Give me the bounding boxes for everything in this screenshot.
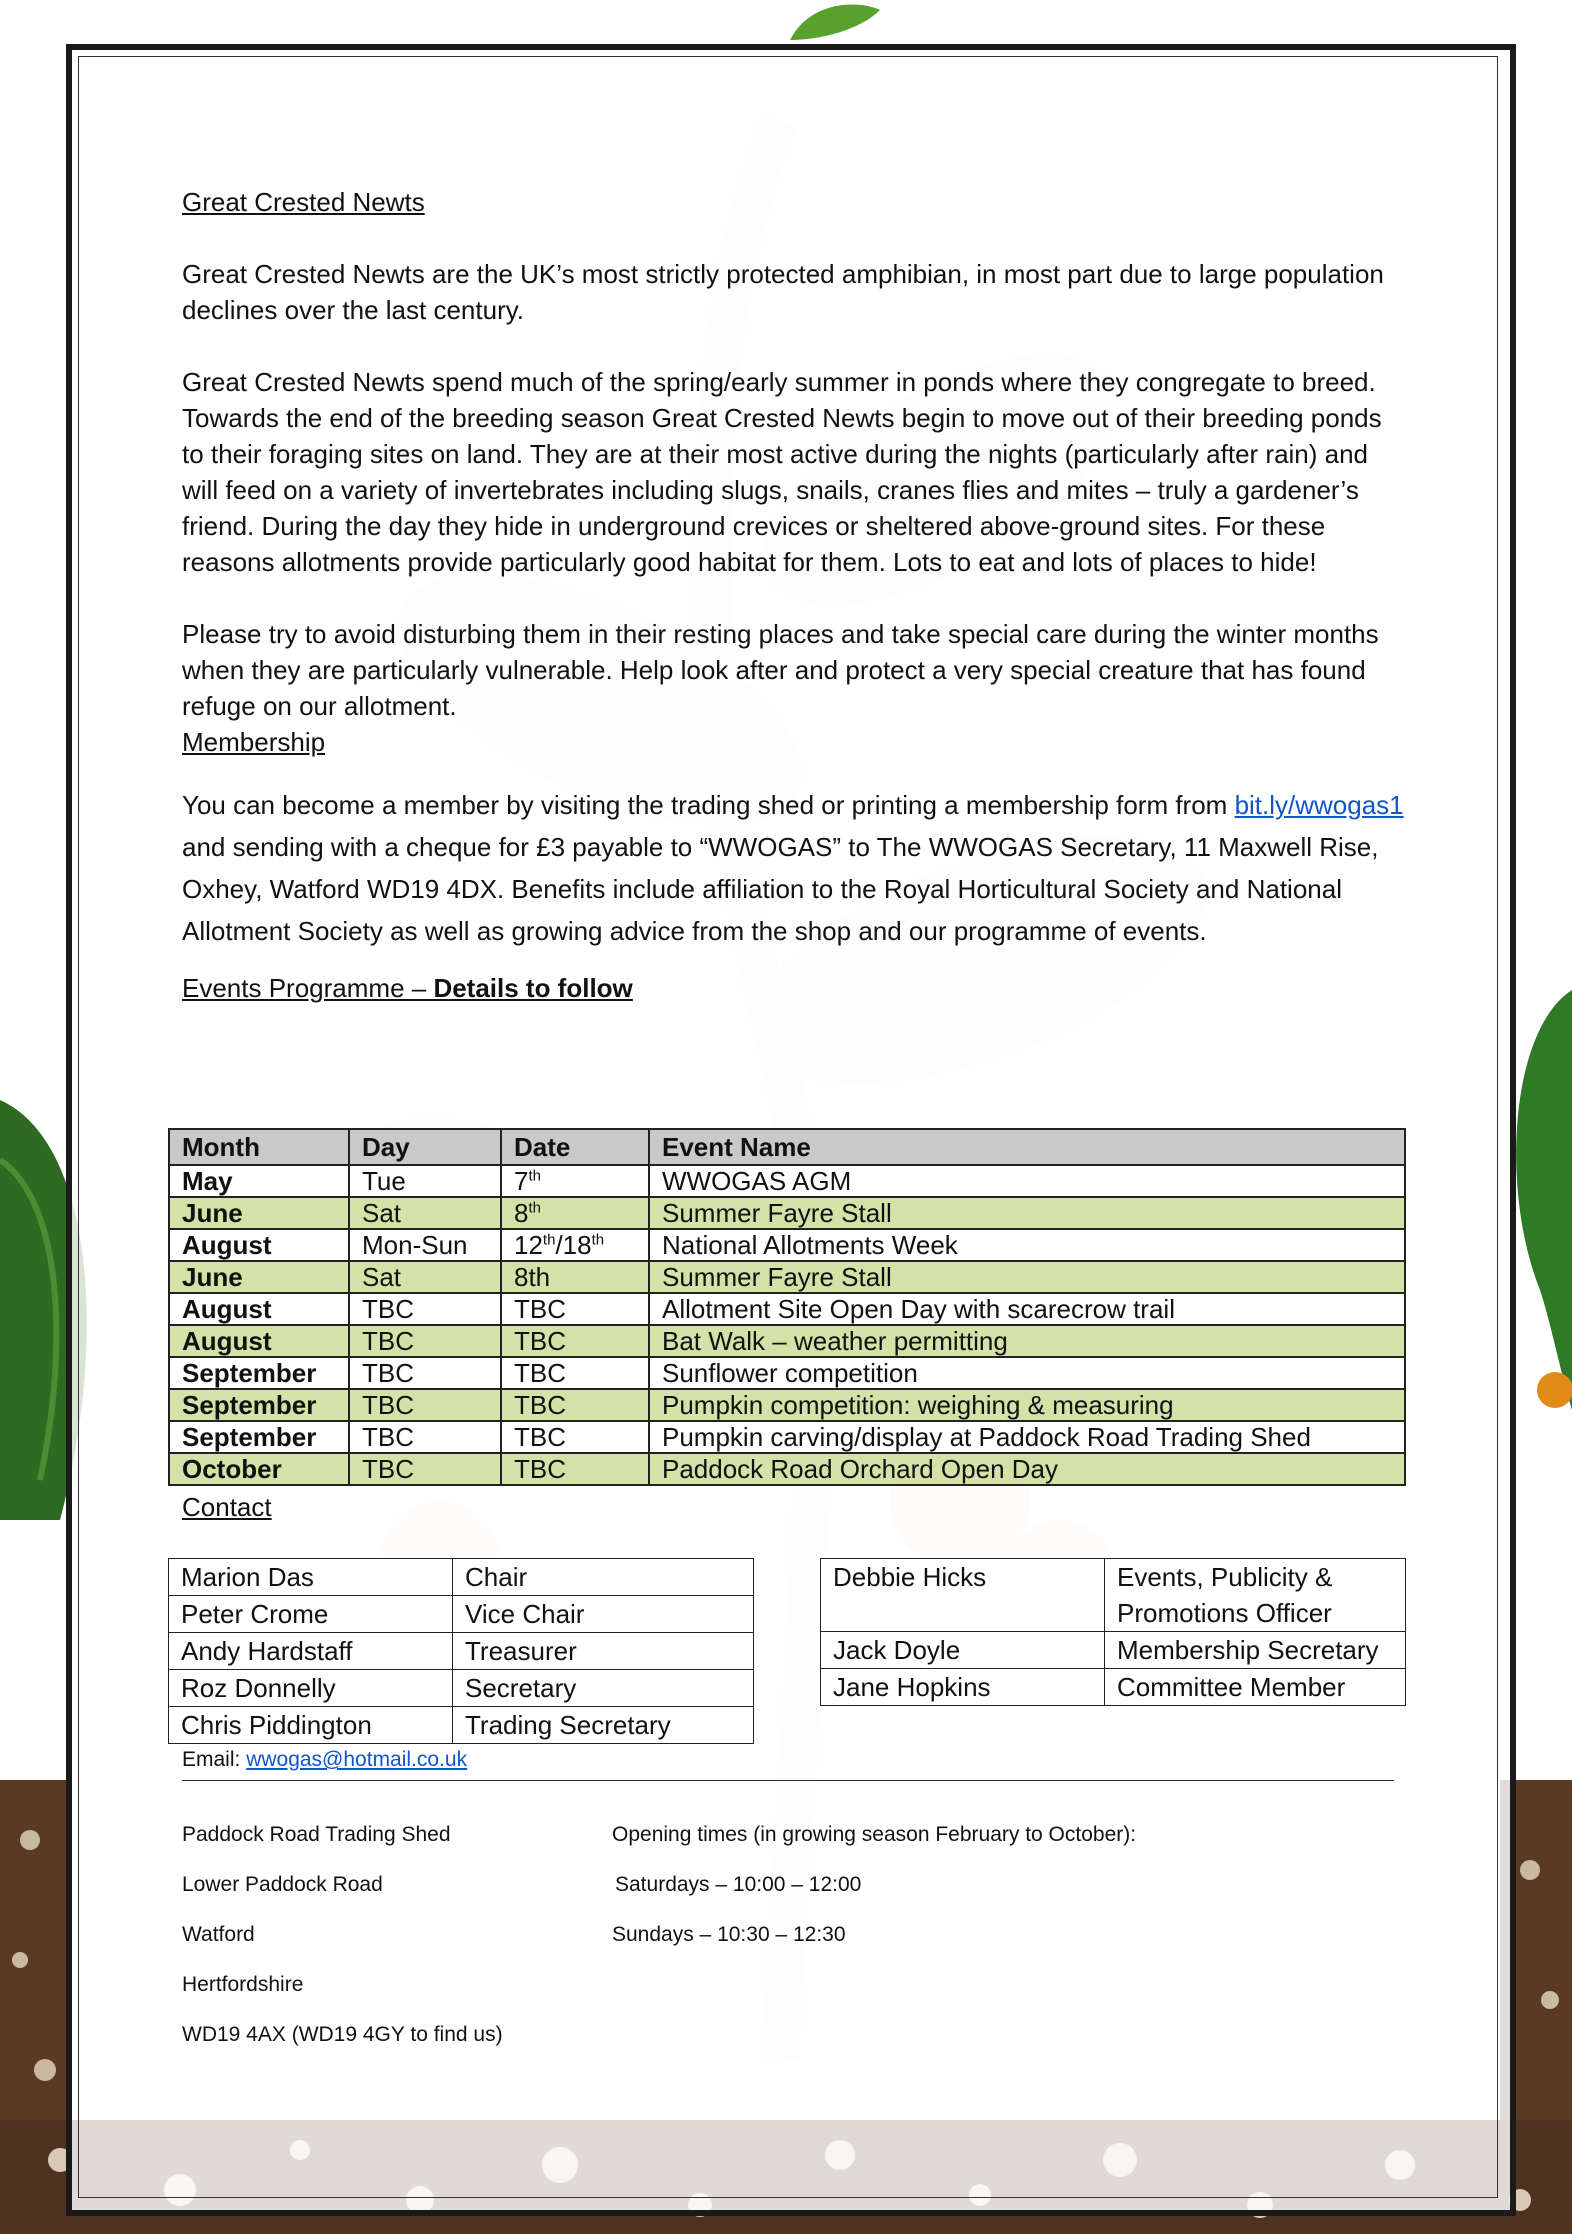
committee-name: Jane Hopkins — [821, 1669, 1105, 1706]
event-row — [169, 1261, 1405, 1293]
event-month: June — [169, 1197, 349, 1229]
committee-left-body — [169, 1559, 754, 1744]
event-row — [169, 1389, 1405, 1421]
event-date-end: /18 — [555, 1229, 592, 1260]
address-line: Paddock Road Trading Shed — [182, 1823, 451, 1846]
event-day: TBC — [349, 1325, 501, 1357]
event-row — [169, 1293, 1405, 1325]
event-date-value: 7 — [514, 1165, 529, 1196]
committee-name: Jack Doyle — [821, 1632, 1105, 1669]
event-month: May — [169, 1165, 349, 1197]
event-month: September — [169, 1421, 349, 1453]
main-content — [182, 184, 1410, 1006]
event-date — [501, 1165, 649, 1197]
event-day: Tue — [349, 1165, 501, 1197]
event-month: June — [169, 1261, 349, 1293]
event-name: Paddock Road Orchard Open Day — [649, 1453, 1405, 1485]
event-row — [169, 1165, 1405, 1197]
committee-role: Secretary — [453, 1670, 754, 1707]
address-line: WD19 4AX (WD19 4GY to find us) — [182, 2023, 503, 2046]
event-date — [501, 1325, 649, 1357]
event-month: August — [169, 1229, 349, 1261]
address-line: Hertfordshire — [182, 1973, 304, 1996]
shed-address — [182, 1810, 503, 2060]
committee-row — [169, 1707, 754, 1744]
event-date-value: TBC — [514, 1357, 566, 1388]
newts-paragraph-3: Please try to avoid disturbing them in their resting places and take special care during the winter months when they are particularly vulnerable. Help look after and protect a very special creature that has found refuge on our allotment. — [182, 619, 1379, 721]
event-row — [169, 1229, 1405, 1261]
committee-right-body — [821, 1559, 1406, 1706]
events-heading-text: Events Programme – — [182, 973, 434, 1003]
committee-role: Treasurer — [453, 1633, 754, 1670]
email-link[interactable]: wwogas@hotmail.co.uk — [246, 1748, 468, 1771]
event-name: Pumpkin carving/display at Paddock Road Trading Shed — [649, 1421, 1405, 1453]
event-date — [501, 1421, 649, 1453]
membership-text-2: and sending with a cheque for £3 payable to “WWOGAS” to The WWOGAS Secretary, 11 Maxwell Rise, Oxhey, Watford WD19 4DX. Benefits include affiliation to the Royal Horticultural Society and National Allotment Society as well as growing advice from the shop and our programme of events. — [182, 832, 1379, 946]
committee-role: Vice Chair — [453, 1596, 754, 1633]
events-table — [168, 1128, 1406, 1486]
membership-paragraph — [182, 784, 1410, 952]
event-date-suffix: th — [542, 1230, 556, 1248]
col-event-header: Event Name — [649, 1129, 1405, 1165]
event-date-suffix: th — [528, 1198, 541, 1216]
col-date-header: Date — [501, 1129, 649, 1165]
committee-row — [169, 1670, 754, 1707]
committee-table-right — [820, 1558, 1406, 1706]
event-day: TBC — [349, 1453, 501, 1485]
events-body — [169, 1165, 1405, 1485]
address-line: Watford — [182, 1923, 255, 1946]
event-date-suffix: th — [528, 1166, 541, 1184]
committee-row — [169, 1596, 754, 1633]
event-date-value: TBC — [514, 1453, 566, 1484]
event-day: TBC — [349, 1357, 501, 1389]
opening-times-heading: Opening times (in growing season February to October): — [612, 1823, 1137, 1846]
event-day: TBC — [349, 1293, 501, 1325]
event-date — [501, 1261, 649, 1293]
opening-sundays: Sundays – 10:30 – 12:30 — [612, 1923, 846, 1946]
newts-paragraph-2: Great Crested Newts spend much of the spring/early summer in ponds where they congregate to breed. Towards the end of the breeding season Great Crested Newts begin to move out of their breeding ponds to their foraging sites on land. They are at their most active during the nights (particularly after rain) and will feed on a variety of invertebrates including slugs, snails, cranes flies and mites – truly a gardener’s friend. During the day they hide in underground crevices or sheltered above-ground sites. For these reasons allotments provide particularly good habitat for them. Lots to eat and lots of places to hide! — [182, 367, 1382, 577]
event-day: Sat — [349, 1261, 501, 1293]
event-name: Summer Fayre Stall — [649, 1197, 1405, 1229]
membership-heading: Membership — [182, 727, 326, 757]
newts-paragraph-1: Great Crested Newts are the UK’s most strictly protected amphibian, in most part due to large population declines over the last century. — [182, 259, 1384, 325]
event-date — [501, 1293, 649, 1325]
event-month: October — [169, 1453, 349, 1485]
address-line: Lower Paddock Road — [182, 1873, 383, 1896]
committee-table-left — [168, 1558, 754, 1744]
committee-row — [169, 1559, 754, 1596]
committee-name: Peter Crome — [169, 1596, 453, 1633]
committee-role: Events, Publicity & Promotions Officer — [1105, 1559, 1406, 1632]
committee-role: Membership Secretary — [1105, 1632, 1406, 1669]
events-header-row — [169, 1129, 1405, 1165]
committee-row — [821, 1559, 1406, 1632]
event-name: Bat Walk – weather permitting — [649, 1325, 1405, 1357]
event-month: September — [169, 1357, 349, 1389]
event-day: TBC — [349, 1421, 501, 1453]
event-month: August — [169, 1293, 349, 1325]
event-name: Summer Fayre Stall — [649, 1261, 1405, 1293]
soil-left-icon — [0, 1780, 70, 2140]
committee-role: Chair — [453, 1559, 754, 1596]
event-month: August — [169, 1325, 349, 1357]
opening-times — [612, 1810, 1136, 1960]
event-date — [501, 1197, 649, 1229]
event-row — [169, 1197, 1405, 1229]
event-date — [501, 1453, 649, 1485]
event-name: Allotment Site Open Day with scarecrow trail — [649, 1293, 1405, 1325]
event-day: Sat — [349, 1197, 501, 1229]
event-name: National Allotments Week — [649, 1229, 1405, 1261]
event-date-end-suffix: th — [591, 1230, 605, 1248]
event-date-value: 12 — [514, 1229, 543, 1260]
events-heading — [182, 970, 1410, 1006]
event-month: September — [169, 1389, 349, 1421]
event-name: WWOGAS AGM — [649, 1165, 1405, 1197]
membership-text-1: You can become a member by visiting the trading shed or printing a membership form from — [182, 790, 1228, 820]
committee-name: Debbie Hicks — [821, 1559, 1105, 1632]
event-name: Pumpkin competition: weighing & measuring — [649, 1389, 1405, 1421]
leaf-top-icon — [790, 0, 880, 40]
event-row — [169, 1325, 1405, 1357]
event-day: TBC — [349, 1389, 501, 1421]
event-date-value: TBC — [514, 1421, 566, 1452]
newts-heading: Great Crested Newts — [182, 187, 425, 217]
committee-name: Roz Donnelly — [169, 1670, 453, 1707]
event-day: Mon-Sun — [349, 1229, 501, 1261]
event-date — [501, 1229, 649, 1261]
committee-name: Chris Piddington — [169, 1707, 453, 1744]
event-date-value: 8th — [514, 1261, 551, 1292]
event-date-value: TBC — [514, 1293, 566, 1324]
divider — [182, 1780, 1394, 1781]
contact-heading: Contact — [182, 1492, 272, 1522]
event-date-value: 8 — [514, 1197, 529, 1228]
committee-row — [169, 1633, 754, 1670]
event-row — [169, 1421, 1405, 1453]
events-heading-bold: Details to follow — [433, 973, 633, 1003]
opening-saturdays: Saturdays – 10:00 – 12:00 — [615, 1873, 862, 1896]
event-name: Sunflower competition — [649, 1357, 1405, 1389]
committee-role: Committee Member — [1105, 1669, 1406, 1706]
committee-row — [821, 1632, 1406, 1669]
event-date-value: TBC — [514, 1325, 566, 1356]
event-row — [169, 1453, 1405, 1485]
event-date — [501, 1357, 649, 1389]
event-row — [169, 1357, 1405, 1389]
email-line — [182, 1748, 467, 1772]
committee-name: Andy Hardstaff — [169, 1633, 453, 1670]
membership-form-link[interactable]: bit.ly/wwogas1 — [1234, 790, 1404, 820]
committee-role: Trading Secretary — [453, 1707, 754, 1744]
committee-name: Marion Das — [169, 1559, 453, 1596]
col-month-header: Month — [169, 1129, 349, 1165]
col-day-header: Day — [349, 1129, 501, 1165]
event-date — [501, 1389, 649, 1421]
event-date-value: TBC — [514, 1389, 566, 1420]
email-label: Email: — [182, 1748, 247, 1771]
committee-row — [821, 1669, 1406, 1706]
